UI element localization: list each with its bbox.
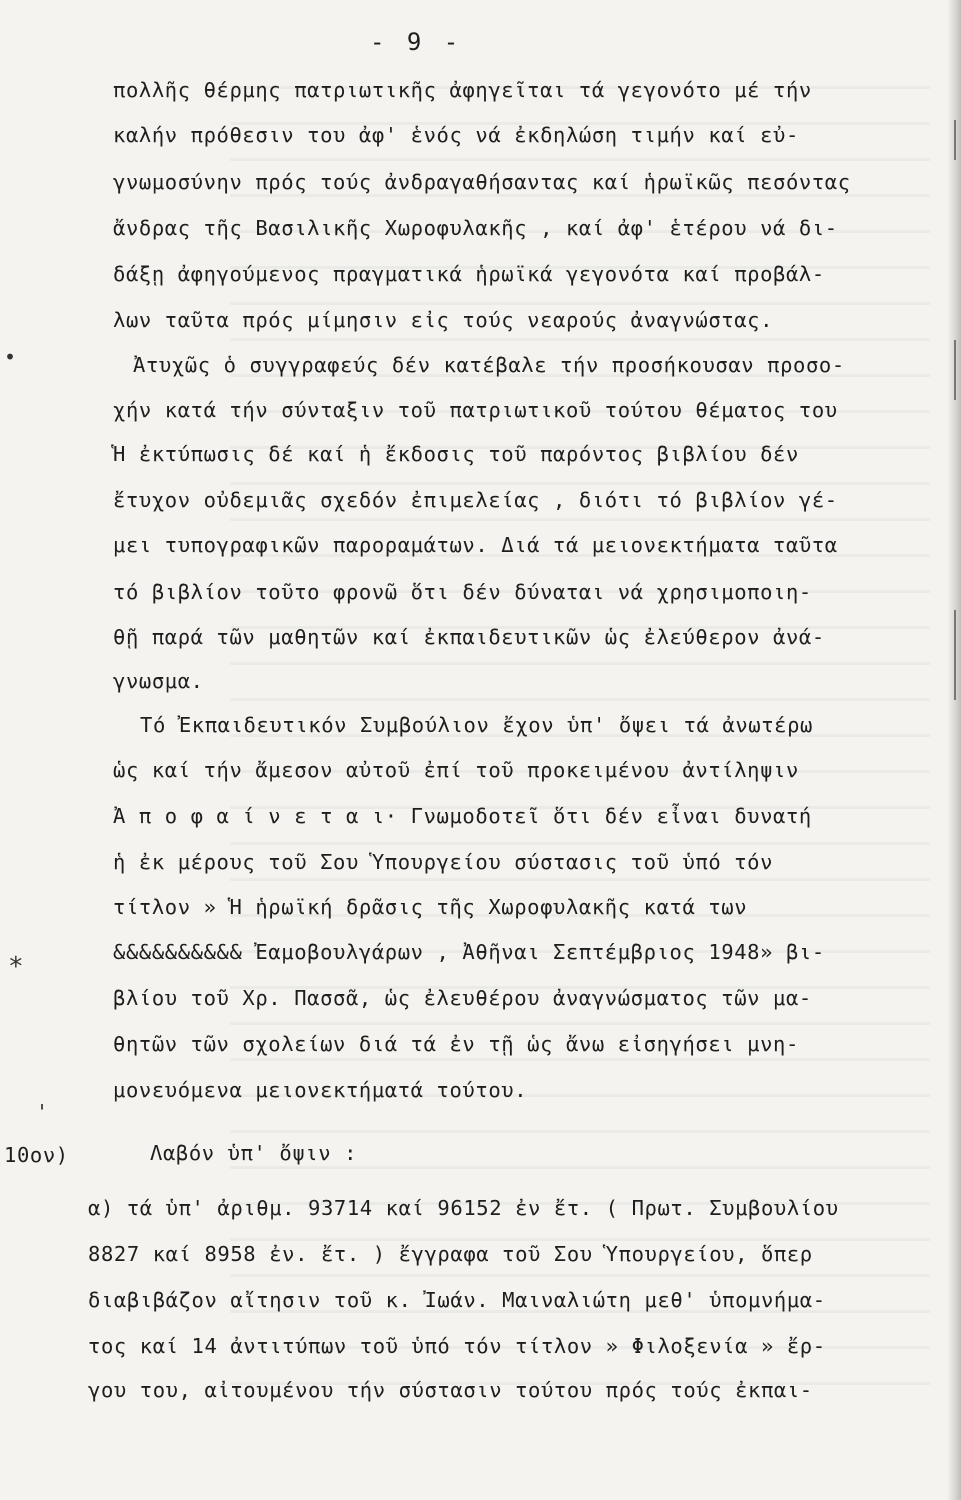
text-line: δάξῃ ἀφηγούμενος πραγματικά ἡρωϊκά γεγονότα καί προβάλ- bbox=[113, 262, 825, 286]
text-line: ἔτυχον οὐδεμιᾶς σχεδόν ἐπιμελείας , διότι τό βιβλίον γέ- bbox=[113, 488, 838, 512]
text-line: ὡς καί τήν ἄμεσον αὐτοῦ ἐπί τοῦ προκειμένου ἀντίληψιν bbox=[113, 758, 799, 782]
text-line: θῇ παρά τῶν μαθητῶν καί ἐκπαιδευτικῶν ὡς ἐλεύθερον ἀνά- bbox=[113, 625, 825, 649]
text-line: ἄνδρας τῆς Βασιλικῆς Χωροφυλακῆς , καί ἀφ' ἑτέρου νά δι- bbox=[113, 216, 838, 240]
text-line: θητῶν τῶν σχολείων διά τά ἐν τῇ ὡς ἄνω εἰσηγήσει μνη- bbox=[113, 1032, 799, 1056]
text-line: γνωσμα. bbox=[113, 669, 204, 693]
text-line: λων ταῦτα πρός μίμησιν εἰς τούς νεαρούς ἀναγνώστας. bbox=[113, 308, 774, 332]
text-line: τό βιβλίον τοῦτο φρονῶ ὅτι δέν δύναται νά χρησιμοποιη- bbox=[113, 580, 812, 604]
section-number-label: 10ον) bbox=[4, 1143, 69, 1167]
text-line: Ἀτυχῶς ὁ συγγραφεύς δέν κατέβαλε τήν προσήκουσαν προσο- bbox=[133, 353, 845, 377]
edge-mark bbox=[954, 120, 956, 160]
text-line: Ἀ π ο φ α ί ν ε τ α ι· Γνωμοδοτεῖ ὅτι δέν εἶναι δυνατή bbox=[113, 804, 812, 828]
text-line: ἡ ἐκ μέρους τοῦ Σου Ὑπουργείου σύστασις τοῦ ὑπό τόν bbox=[113, 850, 774, 874]
text-line: μονευόμενα μειονεκτήματά τούτου. bbox=[113, 1078, 528, 1102]
text-line: γνωμοσύνην πρός τούς ἀνδραγαθήσαντας καί ἡρωϊκῶς πεσόντας bbox=[113, 170, 851, 194]
text-line: βλίου τοῦ Χρ. Πασσᾶ, ὡς ἐλευθέρου ἀναγνώσματος τῶν μα- bbox=[113, 986, 812, 1010]
text-line: γου του, αἰτουμένου τήν σύστασιν τούτου πρός τούς ἐκπαι- bbox=[88, 1378, 813, 1402]
margin-tick: ' bbox=[36, 1100, 49, 1124]
page-number: - 9 - bbox=[370, 28, 463, 56]
text-line: α) τά ὑπ' ἀριθμ. 93714 καί 96152 ἐν ἔτ. ( Πρωτ. Συμβουλίου bbox=[88, 1196, 839, 1220]
text-line: χήν κατά τήν σύνταξιν τοῦ πατριωτικοῦ τούτου θέματος του bbox=[113, 398, 838, 422]
margin-bullet: • bbox=[4, 345, 17, 369]
text-line: μει τυπογραφικῶν παροραμάτων. Διά τά μειονεκτήματα ταῦτα bbox=[113, 533, 838, 557]
text-line: 8827 καί 8958 ἐν. ἔτ. ) ἔγγραφα τοῦ Σου Ὑπουργείου, ὅπερ bbox=[88, 1242, 813, 1266]
text-line: τίτλον » Ἡ ἡρωϊκή δρᾶσις τῆς Χωροφυλακῆς κατά των bbox=[113, 895, 748, 919]
text-line: πολλῆς θέρμης πατριωτικῆς ἀφηγεῖται τά γεγονότο μέ τήν bbox=[113, 78, 812, 102]
text-line: καλήν πρόθεσιν του ἀφ' ἑνός νά ἐκδηλώση τιμήν καί εὐ- bbox=[113, 123, 799, 147]
text-line: Ἡ ἐκτύπωσις δέ καί ἡ ἔκδοσις τοῦ παρόντος βιβλίου δέν bbox=[113, 442, 799, 466]
text-line: διαβιβάζον αἴτησιν τοῦ κ. Ἰωάν. Μαιναλιώτη μεθ' ὑπομνήμα- bbox=[88, 1288, 826, 1312]
edge-mark bbox=[954, 610, 956, 700]
text-line: Τό Ἐκπαιδευτικόν Συμβούλιον ἔχον ὑπ' ὄψει τά ἀνωτέρω bbox=[140, 713, 813, 737]
page-edge-shadow bbox=[947, 0, 961, 1500]
text-line: Λαβόν ὑπ' ὄψιν : bbox=[150, 1141, 358, 1165]
margin-asterisk: * bbox=[8, 952, 24, 982]
text-line: &&&&&&&&&& Ἐαμοβουλγάρων , Ἀθῆναι Σεπτέμβριος 1948» βι- bbox=[113, 940, 825, 964]
text-line: τος καί 14 ἀντιτύπων τοῦ ὑπό τόν τίτλον » Φιλοξενία » ἔρ- bbox=[88, 1334, 826, 1358]
edge-mark bbox=[954, 340, 956, 400]
